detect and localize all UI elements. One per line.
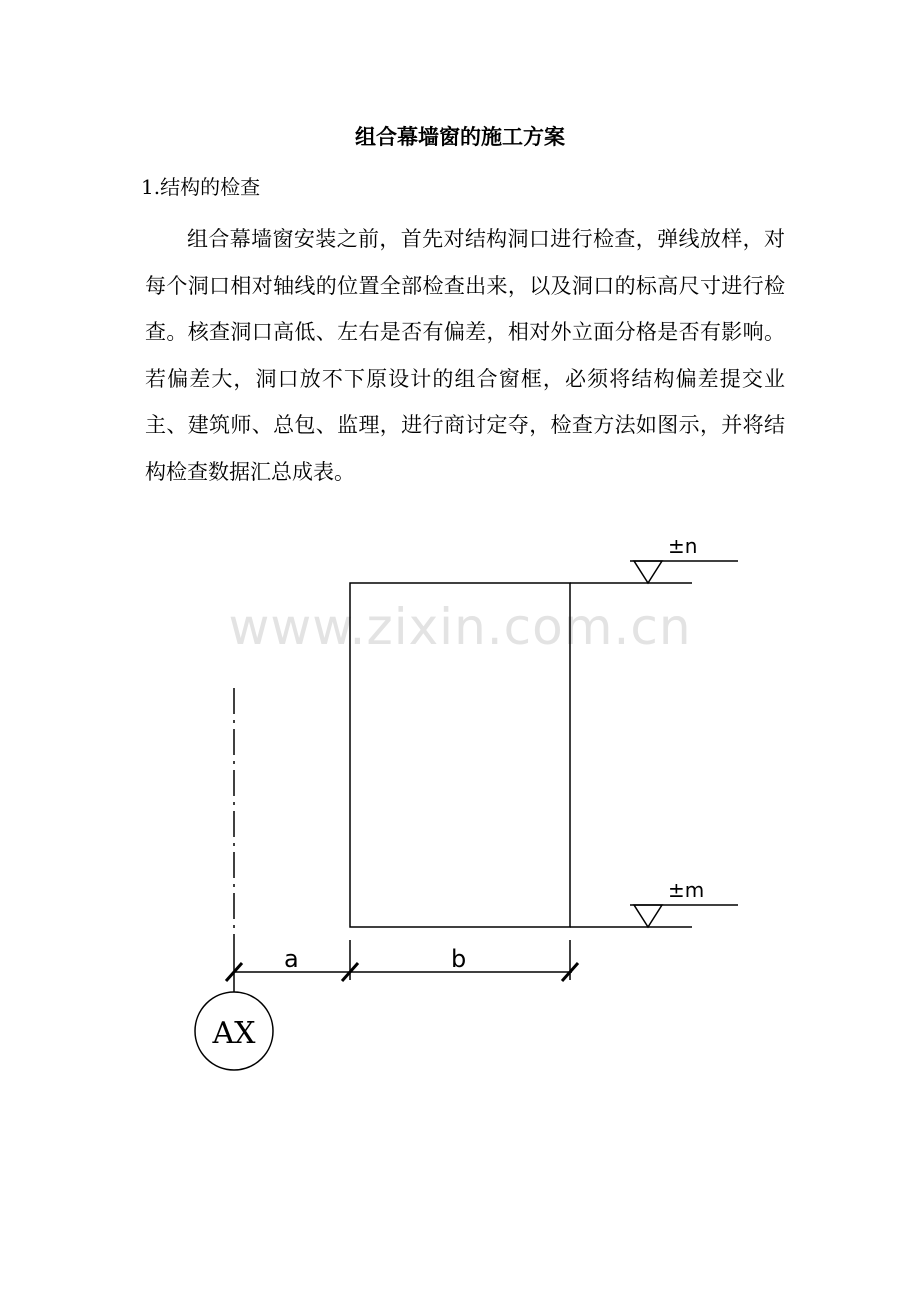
elevation-top-label: ±n [668,534,698,558]
elevation-bottom-label: ±m [668,878,705,902]
dimension-b-label: b [451,945,467,973]
axis-label: AX [212,1016,256,1051]
opening-outline [350,583,570,927]
section-heading: 1.结构的检查 [141,175,261,199]
document-title: 组合幕墙窗的施工方案 [355,125,565,149]
body-paragraph: 组合幕墙窗安装之前，首先对结构洞口进行检查，弹线放样，对每个洞口相对轴线的位置全部检查出来，以及洞口的标高尺寸进行检查。核查洞口高低、左右是否有偏差，相对外立面分格是否有影响。若偏差大，洞口放不下原设计的组合窗框，必须将结构偏差提交业主、建筑师、总包、监理，进行商讨定夺，检查方法如图示，并将结构检查数据汇总成表。 [145,227,785,484]
dimension-a-label: a [284,945,299,973]
elevation-bottom-marker [634,905,662,927]
watermark: www.zixin.com.cn [228,598,692,656]
elevation-top-marker [634,561,662,583]
